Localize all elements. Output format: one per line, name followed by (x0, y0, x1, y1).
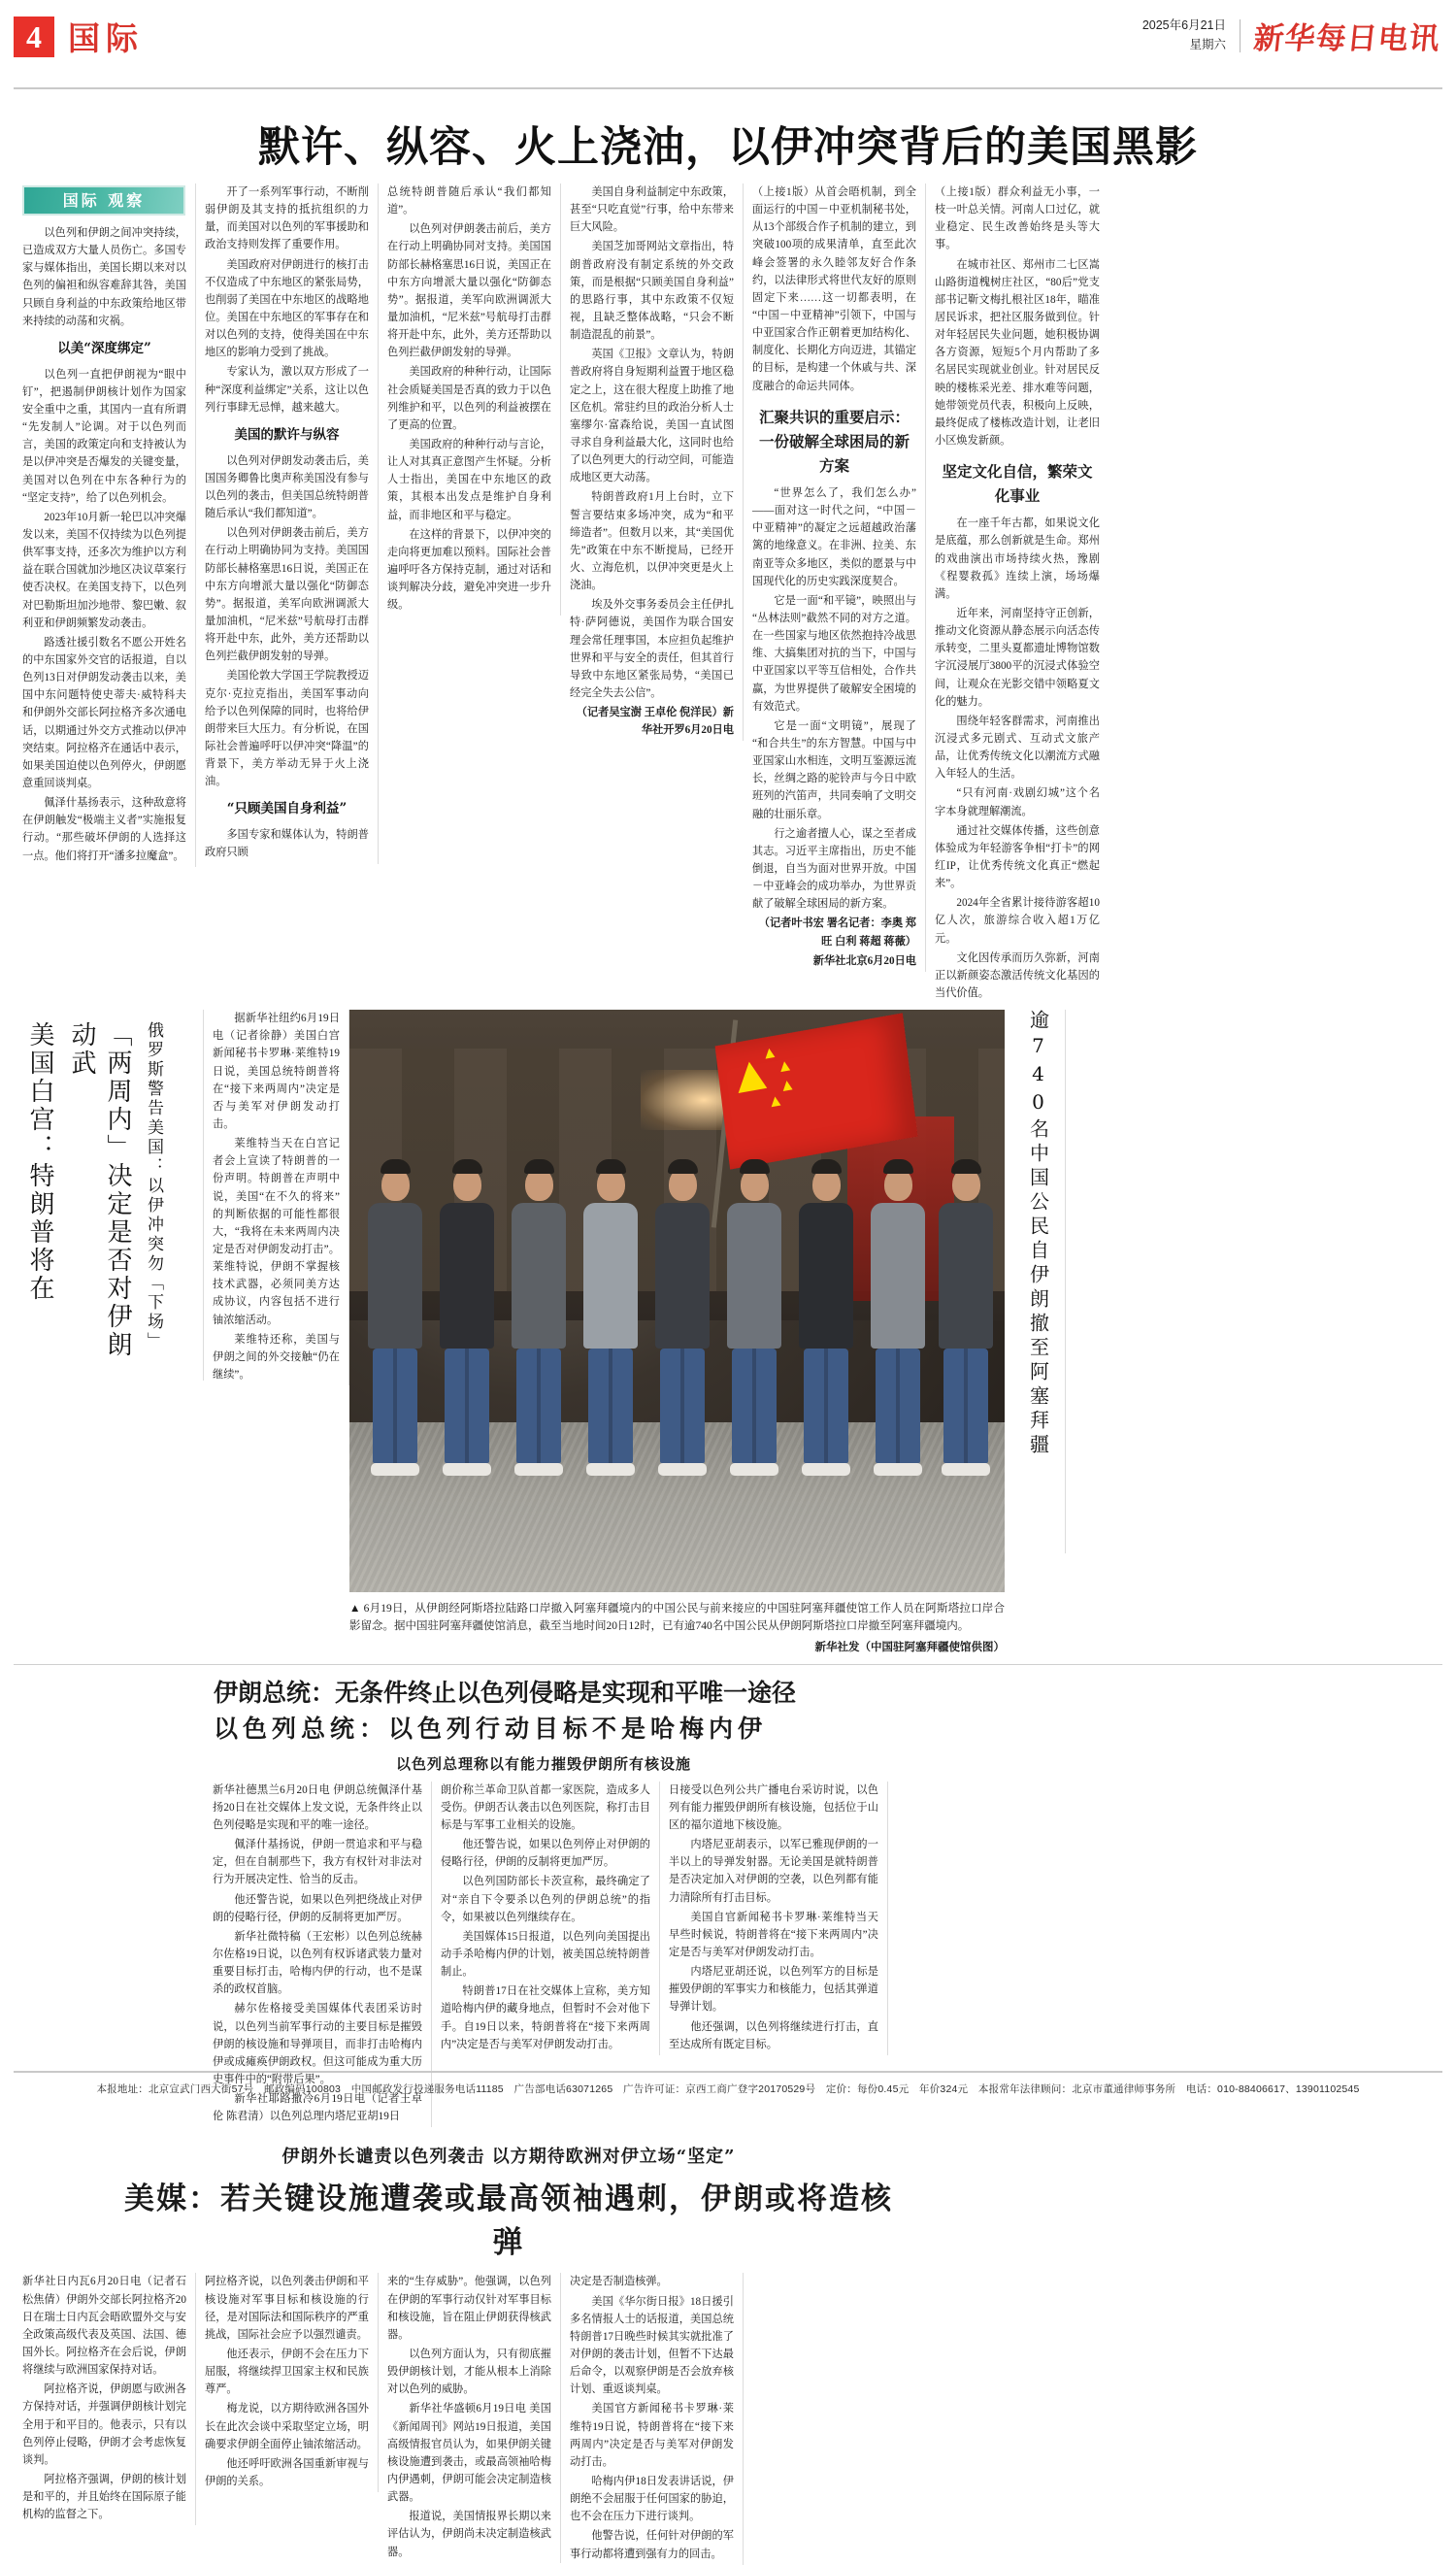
article-column-6 (926, 183, 1109, 1004)
weekday-line: 星期六 (1189, 37, 1226, 51)
col3-p2: 以色列对伊朗袭击前后，美方在行动上明确协同对支持。美国国防部长赫格塞思16日说，美国正在中东方向增派大量以强化“防御态势”。据报道，美军向欧洲调派大量加油机，“尼米兹”号航母打击群将开赴中东，此外，美方还帮助以色列拦截伊朗发射的导弹。 (387, 223, 551, 359)
col4-p4: 特朗普政府1月上台时，立下誓言要结束多场冲突，成为“和平缔造者”。但数月以来，其“美国优先”政策在中东不断搅局，已经开火、立海危机，以伊冲突更是火上浇油。 (570, 491, 734, 592)
mid2-p2: 他还警告说，如果以色列停止对伊朗的侵略行径，伊朗的反制将更加严厉。 (441, 1839, 650, 1869)
bottom-headline-block (111, 2127, 907, 2273)
bot4-p3: 美国官方新闻秘书卡罗琳·莱维特19日说，特朗普将在“接下来两周内”决定是否与美军对伊朗发动打击。 (570, 2403, 734, 2468)
col2-p4: 以色列对伊朗发动袭击后，美国国务卿鲁比奥声称美国没有参与以色列的袭击，但美国总统特朗普随后承认“我们都知道”。 (205, 454, 369, 520)
col2-p1: 开了一系列军事行动，不断削弱伊朗及其支持的抵抗组织的力量，而美国对以色列的军事援助和政治支持则发挥了重要作用。 (205, 186, 369, 251)
top-body-grid (14, 183, 1442, 1004)
col5-credit-1: （记者叶书宏 署名记者：李奥 郑旺 白利 蒋超 蒋薇） (758, 917, 916, 948)
article-column-1 (14, 183, 196, 867)
col1-lede: 以色列和伊朗之间冲突持续，已造成双方大量人员伤亡。多国专家与媒体指出，美国长期以来对以色列的偏袒和纵容难辞其咎，美国只顾自身利益的中东政策给地区带来持续的动荡和灾祸。 (22, 227, 186, 327)
masthead-rule (14, 87, 1442, 89)
vertical-headline-group (22, 1021, 194, 1371)
col1-p1: 以色列一直把伊朗视为“眼中钉”，把遏制伊朗核计划作为国家安全重中之重，其国内一直有所谓“先发制人”论调。对于以色列而言，美国的政策定向和支持被认为是以伊冲突是否爆发的关键变量，美国对以色列在中东各种行为的“坚定支持”，给了以色列机会。 (22, 368, 186, 504)
news-photo (349, 1010, 1005, 1592)
col1-p2: 2023年10月新一轮巴以冲突爆发以来，美国不仅持续为以色列提供军事支持，还多次为维护以方利益在联合国就加沙地区决议草案行使否决权。在美国支持下，以色列对巴勒斯坦加沙地带、黎巴嫩、叙利亚和伊朗频繁发动袭击。 (22, 511, 186, 629)
col4-p1: 美国自身利益制定中东政策，甚至“只吃直觉”行事，给中东带来巨大风险。 (570, 186, 734, 234)
bottom-headline-2: 美媒：若关键设施遭袭或最高领袖遇刺，伊朗或将造核弹 (124, 2182, 893, 2261)
bottom-columns (14, 2273, 1442, 2564)
bottom-column-4 (561, 2273, 744, 2564)
photo-credit: 新华社发（中国驻阿塞拜疆使馆供图） (814, 1641, 1005, 1653)
footer-rule (14, 2071, 1442, 2073)
mid2-p3: 以色列国防部长卡茨宣称，最终确定了对“亲自下令要杀以色列的伊朗总统”的指令，如果被以色列继续存在。 (441, 1876, 650, 1923)
photo-block (349, 1010, 1005, 1654)
article-column-2 (196, 183, 379, 864)
observation-badge: 国际 观察 (22, 185, 185, 216)
col4-p3: 英国《卫报》文章认为，特朗普政府将自身短期利益置于地区稳定之上，这在很大程度上助推了地区危机。常驻约旦的政治分析人士塞缪尔·富森给说，美国一直试图寻求自身利益最大化，这同时也给了以色列更大的行动空间，可能造成地区更大动荡。 (570, 349, 734, 484)
col4-p2: 美国芝加哥网站文章指出，特朗普政府没有制定系统的外交政策，而是根据“只顾美国自身利益”的思路行事，其中东政策不仅短视，且缺乏整体战略，“只会不断制造混乱的前景”。 (570, 241, 734, 342)
mid2-p4: 美国媒体15日报道，以色列向美国提出动手杀哈梅内伊的计划，被美国总统特朗普制止。 (441, 1930, 650, 1979)
vertical-headline-whitehouse-2: 「两周内」决定是否对伊朗动武 (67, 1021, 132, 1360)
bot2-p4: 他还呼吁欧洲各国重新审视与伊朗的关系。 (205, 2457, 369, 2487)
publication-date (1142, 17, 1226, 54)
col5-lead: （上接1版）从首会晤机制，到全面运行的中国－中亚机制秘书处，从13个部级合作子机制的建立，到突破100项的成果清单，直至此次峰会签署的永久睦邻友好合作条约，以法律形式将世代友好的原则固定下来……这一切都表明，在“中国－中亚精神”引领下，中国与中亚国家合作正朝着更加结构化、制度化、长期化方向迈进，其锚定的目标，是构建一个休戚与共、深度融合的命运共同体。 (752, 186, 916, 392)
page-footer (14, 2071, 1442, 2096)
col1-p3: 路透社援引数名不愿公开姓名的中东国家外交官的话报道，自以色列13日对伊朗发动袭击以来，美国中东问题特使史蒂夫·威特科夫和伊朗外交部长阿拉格齐多次通电话，以期通过外交方式推动以伊冲突结束。阿拉格齐在通话中表示，如果美国迫使以色列停火，伊朗愿意重回谈判桌。 (22, 636, 186, 789)
col2-p7: 多国专家和媒体认为，特朗普政府只顾 (205, 829, 369, 859)
mid1-sub3: 新华社耶路撒冷6月19日电（记者王卓伦 陈君清）以色列总理内塔尼亚胡19日 (213, 2093, 422, 2123)
col5-p4: 它是一面“文明镜”，展现了“和合共生”的东方智慧。中国与中亚国家山水相连，文明互鉴源远流长，丝绸之路的驼铃声与今日中欧班列的汽笛声，共同奏响了文明交融的壮丽乐章。 (752, 719, 916, 820)
bot3-sub: 新华社华盛顿6月19日电 美国《新闻周刊》网站19日报道，美国高级情报官员认为，如果伊朗关键核设施遭到袭击，或最高领袖哈梅内伊遇刺，伊朗可能会决定制造核武器。 (387, 2403, 551, 2504)
mid1-sub2: 赫尔佐格接受美国媒体代表团采访时说，以色列当前军事行动的主要目标是摧毁伊朗的核设施和导弹项目，而非打击哈梅内伊或成瘫痪伊朗政权。但这可能成为重大历史事件中的“附带后果”。 (213, 2003, 422, 2085)
col5-p3: 它是一面“和平镜”，映照出与“丛林法则”截然不同的对方之道。在一些国家与地区依然抱持冷战思维、大搞集团对抗的当下，中国与中亚国家以平等互信相处，合作共赢，为世界提供了破解安全困境的有效范式。 (752, 594, 916, 713)
col5-headline: 汇聚共识的重要启示：一份破解全球困局的新方案 (758, 407, 910, 475)
photo-caption: ▲ 6月19日，从伊朗经阿斯塔拉陆路口岸撤入阿塞拜疆境内的中国公民与前来接应的中国驻阿塞拜疆使馆工作人员在阿斯塔拉口岸合影留念。据中国驻阿塞拜疆使馆消息，截至当地时间20日12时，已有逾740名中国公民从伊朗阿斯塔拉口岸撤至阿塞拜疆境内。 (349, 1603, 1005, 1632)
article-column-4 (561, 183, 744, 741)
col2-subhead-2: “只顾美国自身利益” (226, 801, 347, 817)
mid1-sub1: 新华社微特稿（王宏彬）以色列总统赫尔佐格19日说，以色列有权诉诸武装力量对重要目标打击，哈梅内伊的行动，也不是谋杀的政权首脑。 (213, 1930, 422, 1996)
col5-p5: 行之逾者擅人心，谋之至者成其志。习近平主席指出，历史不能倒退，自当为面对世界开放。中国－中亚峰会的成功举办，为世界贡献了破解全球困局的新方案。 (752, 827, 916, 911)
col6-p5: 围绕年轻客群需求，河南推出沉浸式多元剧式、互动式文旅产品，让优秀传统文化以潮流方式融入年轻人的生活。 (935, 715, 1100, 781)
photo-row (14, 1010, 1442, 1654)
vertical-headline-russia: 俄罗斯警告美国：以伊冲突勿「下场」 (144, 1021, 163, 1352)
masthead-left (14, 14, 144, 59)
bot2-p3: 梅龙说，以方期待欧洲各国外长在此次会谈中采取坚定立场，明确要求伊朗全面停止铀浓缩活动。 (205, 2403, 369, 2450)
col6-p1: （上接1版）群众利益无小事，一枝一叶总关情。河南人口过亿，就业稳定、民生改善始终是头等大事。 (935, 186, 1100, 251)
mid3-p4: 内塔尼亚胡还说，以色列军方的目标是摧毁伊朗的军事实力和核能力，包括其弹道导弹计划。 (669, 1966, 878, 2014)
article-column-3 (379, 183, 561, 616)
whitehouse-story-column (204, 1010, 349, 1385)
mid3-p1: 日接受以色列公共广播电台采访时说，以色列有能力摧毁伊朗所有核设施，包括位于山区的福尔道地下核设施。 (669, 1783, 878, 1832)
col3-p1: 总统特朗普随后承认“我们都知道”。 (387, 186, 551, 217)
article-column-5 (744, 183, 926, 972)
bottom-column-1 (14, 2273, 196, 2525)
bottom-column-2 (196, 2273, 379, 2492)
bot3-p3: 报道说，美国情报界长期以来评估认为，伊朗尚未决定制造核武器。 (387, 2511, 551, 2558)
bottom-column-3 (379, 2273, 561, 2562)
col6-p6: “只有河南·戏剧幻城”这个名字本身就理解潮流。 (935, 787, 1100, 817)
wh-p1: 莱维特当天在白宫记者会上宣读了特朗普的一份声明。特朗普在声明中说，美国“在不久的将来”的判断依据的可能性都很大，“我将在未来两周内决定是否对伊朗发动打击”。莱维特说，伊朗不掌握核技术武器，必须同美方达成协议，内容包括不进行铀浓缩活动。 (213, 1138, 340, 1326)
col6-p4: 近年来，河南坚持守正创新，推动文化资源从静态展示向活态传承转变，二里头夏都遗址博物馆数字沉浸展厅3800平的沉浸式体验空间，让观众在光影交错中领略夏文化的魅力。 (935, 608, 1100, 708)
mid3-p2: 内塔尼亚胡表示，以军已雅现伊朗的一半以上的导弹发射器。无论美国是就特朗普是否决定加入对伊朗的空袭，以色列都有能力清除所有打击目标。 (669, 1839, 878, 1904)
mid-headline-1: 伊朗总统：无条件终止以色列侵略是实现和平唯一途径 (214, 1678, 797, 1707)
bot3-p2: 以色列方面认为，只有彻底摧毁伊朗核计划，才能从根本上消除对以色列的威胁。 (387, 2348, 551, 2396)
col2-p5: 以色列对伊朗袭击前后，美方在行动上明确协同为支持。美国国防部长赫格塞思16日说，美国正在中东方向增派大量以强化“防御态势”。据报道，美军向欧洲调派大量加油机，“尼米兹”号航母打击群将开赴中东，此外，美方还帮助以色列拦截伊朗发射的导弹。 (205, 527, 369, 663)
footer-imprint: 本报地址：北京宣武门西大街57号 邮政编码100803 中国邮政发行投递服务电话11185 广告部电话63071265 广告许可证：京西工商广登字20170529号 定价：每份0.45元 年价324元 本报常年法律顾问：北京市董通律师事务所 电话：010-88406617、13901102545 (96, 2083, 1360, 2095)
bot3-p1: 来的“生存威胁”。他强调，以色列在伊朗的军事行动仅针对军事目标和核设施，旨在阻止伊朗获得核武器。 (387, 2276, 551, 2341)
photo-right-headline-block (1005, 1010, 1066, 1553)
mid-section-rule (14, 1664, 1442, 1665)
masthead-divider (1240, 19, 1241, 52)
bot4-p2: 美国《华尔街日报》18日援引多名情报人士的话报道，美国总统特朗普17日晚些时候其实就批准了对伊朗的袭击计划，但暂不下达最后命令，以观察伊朗是否会放弃核计划、重返谈判桌。 (570, 2295, 734, 2396)
col4-p5: 埃及外交事务委员会主任伊扎特·萨阿德说，美国作为联合国安理会常任理事国，本应担负起维护世界和平与安全的责任，但其首行导致中东地区紧张局势，“美国已经完全失去公信”。 (570, 599, 734, 699)
mid1-p2: 他还警告说，如果以色列把绕战止对伊朗的侵略行径，伊朗的反制将更加严厉。 (213, 1893, 422, 1923)
mid-headline-2: 以色列总统：以色列行动目标不是哈梅内伊 (214, 1715, 768, 1744)
bottom-headline-1: 伊朗外长谴责以色列袭击 以方期待欧洲对伊立场“坚定” (281, 2147, 736, 2168)
mid1-p1: 佩泽什基扬说，伊朗一贯追求和平与稳定，但在自制那些下，我方有权针对非法对行为开展决定性、恰当的反击。 (213, 1839, 422, 1886)
col2-p6: 美国伦敦大学国王学院教授迈克尔·克拉克指出，美国军事动向给予以色列保障的同时，也将给伊朗带来巨大压力。有分析说，在国际社会普遍呼吁以伊冲突“降温”的背景下，美方举动无异于火上浇油。 (205, 670, 369, 788)
bot4-p1: 决定是否制造核弹。 (570, 2276, 668, 2288)
mid-column-2 (432, 1782, 660, 2055)
paper-title: 新华每日电讯 (1251, 21, 1442, 56)
bot1-p2: 阿拉格齐强调，伊朗的核计划是和平的，并且始终在国际原子能机构的监督之下。 (22, 2473, 186, 2521)
main-headline: 默许、纵容、火上浇油，以伊冲突背后的美国黑影 (258, 123, 1198, 172)
col2-p2: 美国政府对伊朗进行的核打击不仅造成了中东地区的紧张局势，也削弱了美国在中东地区的战略地位。美国在中东地区的军事存在和对以色列的支持，使得美国在中东地区的影响力受到了挑战。 (205, 258, 369, 359)
bot1-dateline: 新华社日内瓦6月20日电（记者石松焦倩）伊朗外交部长阿拉格齐20日在瑞士日内瓦会晤欧盟外交与安全政策高级代表及英国、法国、德国外长。阿拉格齐在会后说，伊朗将继续与欧洲国家保持对话。 (22, 2276, 186, 2377)
photo-crowd (349, 1155, 1005, 1476)
bot2-p2: 他还表示，伊朗不会在压力下屈服，将继续捍卫国家主权和民族尊严。 (205, 2348, 369, 2396)
col6-p7: 通过社交媒体传播，这些创意体验成为年轻游客争相“打卡”的网红IP，让优秀传统文化真正“燃起来”。 (935, 824, 1100, 890)
col5-p2: “世界怎么了，我们怎么办”——面对这一时代之问，“中国－中亚精神”的凝定之远超越政治藩篱的地缘意义。在非洲、拉美、东南亚等众多地区，类似的愿景与中国现代化的历史实践深度契合。 (752, 487, 916, 587)
mid-column-3 (660, 1782, 888, 2055)
mid1-dateline: 新华社德黑兰6月20日电 伊朗总统佩泽什基扬20日在社交媒体上发文说，无条件终止以色列侵略是实现和平的唯一途径。 (213, 1783, 422, 1832)
col6-p8: 2024年全省累计接待游客超10亿人次，旅游综合收入超1万亿元。 (935, 897, 1100, 945)
masthead (14, 0, 1442, 83)
col3-p5: 在这样的背景下，以伊冲突的走向将更加难以预料。国际社会普遍呼吁各方保持克制，通过对话和谈判解决分歧，避免冲突进一步升级。 (387, 528, 551, 612)
col1-subhead-1: 以美“深度绑定” (57, 340, 151, 356)
vertical-headline-evacuation: 逾740名中国公民自伊朗撤至阿塞拜疆 (1026, 1010, 1050, 1459)
vertical-headline-block (14, 1010, 204, 1381)
wh-p2: 莱维特还称，美国与伊朗之间的外交接触“仍在继续”。 (213, 1333, 340, 1381)
mid3-p3: 美国自官新闻秘书卡罗琳·莱维特当天早些时候说，特朗普将在“接下来两周内”决定是否与美军对伊朗发动打击。 (669, 1911, 878, 1959)
vertical-headline-whitehouse-1: 美国白宫：特朗普将在 (25, 1021, 54, 1304)
mid2-p5: 特朗普17日在社交媒体上宣称，美方知道哈梅内伊的藏身地点，但暂时不会对他下手。自19日以来，特朗普将在“接下来两周内”决定是否与美军对伊朗发动打击。 (441, 1985, 650, 2050)
mid-section (14, 1675, 1442, 1774)
col6-p9: 文化因传承而历久弥新，河南正以新颜姿态激活传统文化基因的当代价值。 (935, 951, 1100, 999)
mid-headline-block (204, 1675, 883, 1774)
col2-subhead: 美国的默许与纵容 (234, 426, 340, 443)
masthead-right (1142, 14, 1442, 57)
col3-p4: 美国政府的种种行动与言论，让人对其真正意图产生怀疑。分析人士指出，美国在中东地区的政策，其根本出发点是维护自身利益，而非地区和平与稳定。 (387, 438, 551, 521)
bot4-p4: 哈梅内伊18日发表讲话说，伊朗绝不会屈服于任何国家的胁迫，也不会在压力下进行谈判。 (570, 2475, 734, 2523)
bot1-p1: 阿拉格齐说，伊朗愿与欧洲各方保持对话，并强调伊朗核计划完全用于和平目的。他表示，只有以色列停止侵略，伊朗才会考虑恢复谈判。 (22, 2383, 186, 2466)
mid3-p5: 他还强调，以色列将继续进行打击，直至达成所有既定目标。 (669, 2020, 878, 2050)
mid2-p1: 朗价称兰革命卫队首都一家医院，造成多人受伤。伊朗否认袭击以色列医院，称打击目标是与军事工业相关的设施。 (441, 1783, 650, 1832)
col6-p3: 在一座千年古都，如果说文化是底蕴，那么创新就是生命。郑州的戏曲演出市场持续火热，豫剧《程婴救孤》连续上演，场场爆满。 (935, 517, 1100, 600)
bot2-p1: 阿拉格齐说，以色列袭击伊朗和平核设施对军事目标和核设施的行径，是对国际法和国际秩序的严重挑战，国际社会应予以强烈谴责。 (205, 2276, 369, 2341)
bot4-p5: 他警告说，任何针对伊朗的军事行动都将遭到强有力的回击。 (570, 2530, 734, 2560)
col5-credit-2: 新华社北京6月20日电 (812, 954, 916, 967)
col3-p3: 美国政府的种种行动，让国际社会质疑美国是否真的致力于以色列维护和平，以色列的利益被摆在了更高的位置。 (387, 366, 551, 431)
page-number-badge: 4 (14, 17, 54, 57)
col1-p4: 佩泽什基扬表示，这种敌意将在伊朗触发“极端主义者”实施报复行动。“那些破坏伊朗的人选择这一点。他们将打开“潘多拉魔盒”。 (22, 797, 186, 862)
section-title: 国际 (68, 19, 144, 57)
col6-p2: 在城市社区、郑州市二七区嵩山路街道槐树庄社区，“80后”党支部书记靳文梅扎根社区18年，瞄准居民诉求，把社区服务做到位。针对年轻居民失业问题，她积极协调各方资源，短短5个月内帮助了多名居民实现就业创业。针对居民反映的楼栋采光差、排水难等问题，她带领党员代表，积极向上反映，最终促成了楼栋改造计划，让老旧小区焕发新颜。 (935, 258, 1100, 447)
mid-headline-3: 以色列总理称以有能力摧毁伊朗所有核设施 (395, 1754, 691, 1773)
wh-dateline: 据新华社纽约6月19日电（记者徐静）美国白宫新闻秘书卡罗琳·莱维特19日说，美国总统特朗普将在“接下来两周内”决定是否与美军对伊朗发动打击。 (213, 1013, 340, 1130)
col4-credit: （记者吴宝澍 王卓伦 倪洋民）新华社开罗6月20日电 (576, 707, 734, 737)
col6-headline: 坚定文化自信，繁荣文化事业 (942, 462, 1093, 506)
date-line: 2025年6月21日 (1142, 18, 1226, 33)
col2-p3: 专家认为，激以双方形成了一种“深度利益绑定”关系，这让以色列行事肆无忌惮，越来越大。 (205, 366, 369, 414)
bottom-section (14, 2127, 1442, 2273)
